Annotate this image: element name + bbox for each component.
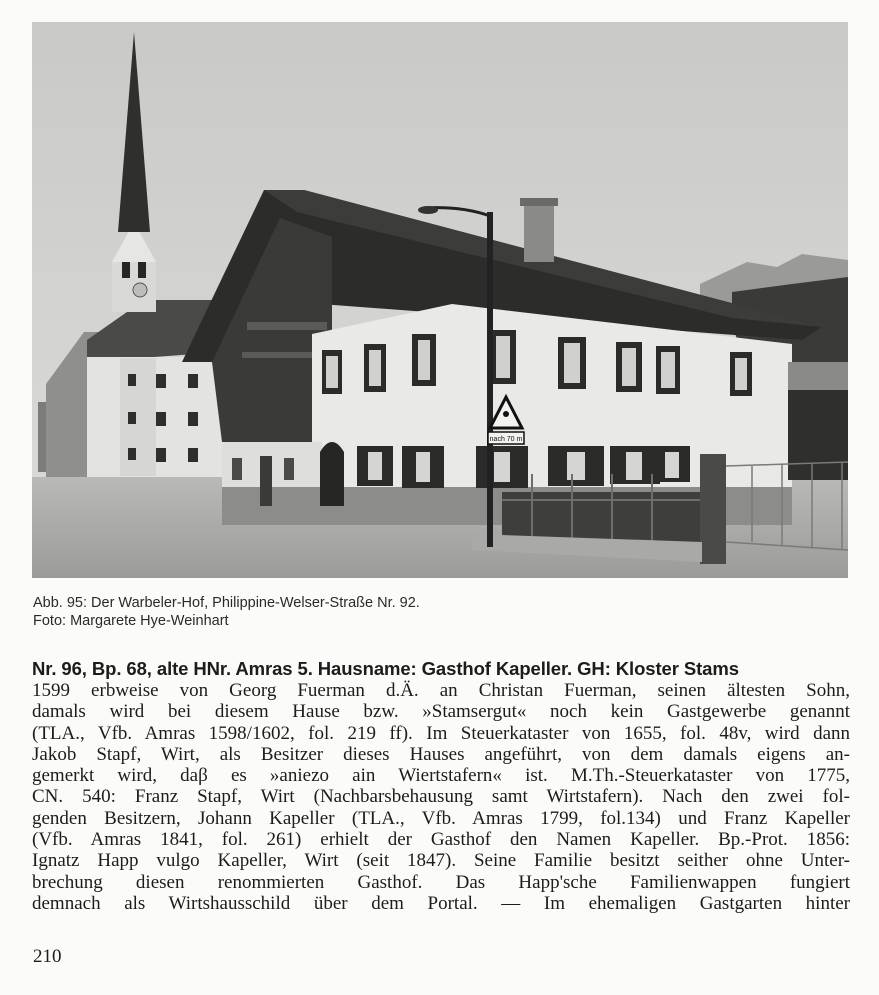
figure-caption <box>33 594 813 630</box>
caption-line-2: Foto: Margarete Hye-Weinhart <box>33 613 229 629</box>
body-line: brechung diesen renommierten Gasthof. Das Happ'sche Familienwappen fungiert <box>32 871 850 893</box>
arched-door <box>320 442 344 506</box>
body-line: demnach als Wirtshausschild über dem Portal. — Im ehemaligen Gastgarten hinter <box>32 892 850 914</box>
body-line: 1599 erbweise von Georg Fuerman d.Ä. an Christan Fuerman, seinen ältesten Sohn, <box>32 680 850 701</box>
sign-plate-text: nach 70 m <box>489 436 523 443</box>
body-line: damals wird bei diesem Hause bzw. »Stamsergut« noch kein Gastgewerbe genannt <box>32 701 850 723</box>
body-line: Ignatz Happ vulgo Kapeller, Wirt (seit 1847). Seine Familie besitzt seither ohne Unter- <box>32 850 850 872</box>
body-line: Jakob Stapf, Wirt, als Besitzer dieses Hauses angeführt, von dem damals eigens an- <box>32 743 850 765</box>
caption-line-1: Abb. 95: Der Warbeler-Hof, Philippine-Welser-Straße Nr. 92. <box>33 595 420 611</box>
body-line: gemerkt wird, daβ es »aniezo ain Wiertstafern« ist. M.Th.-Steuerkataster von 1775, <box>32 765 850 787</box>
body-line: genden Besitzern, Johann Kapeller (TLA., Vfb. Amras 1799, fol.134) und Franz Kapeller <box>32 807 850 829</box>
photo-warbeler-hof <box>32 22 848 578</box>
body-line: (Vfb. Amras 1841, fol. 261) erhielt der Gasthof den Namen Kapeller. Bp.-Prot. 1856: <box>32 829 850 851</box>
page-number: 210 <box>33 946 62 967</box>
photo-illustration <box>32 22 848 578</box>
article-entry <box>32 658 850 914</box>
body-line: (TLA., Vfb. Amras 1598/1602, fol. 219 ff). Im Steuerkataster von 1655, fol. 48v, wird dann <box>32 722 850 744</box>
entry-heading: Nr. 96, Bp. 68, alte HNr. Amras 5. Hausname: Gasthof Kapeller. GH: Kloster Stams <box>32 658 739 679</box>
body-line: CN. 540: Franz Stapf, Wirt (Nachbarsbehausung samt Wirtstafern). Nach den zwei fol- <box>32 786 850 808</box>
